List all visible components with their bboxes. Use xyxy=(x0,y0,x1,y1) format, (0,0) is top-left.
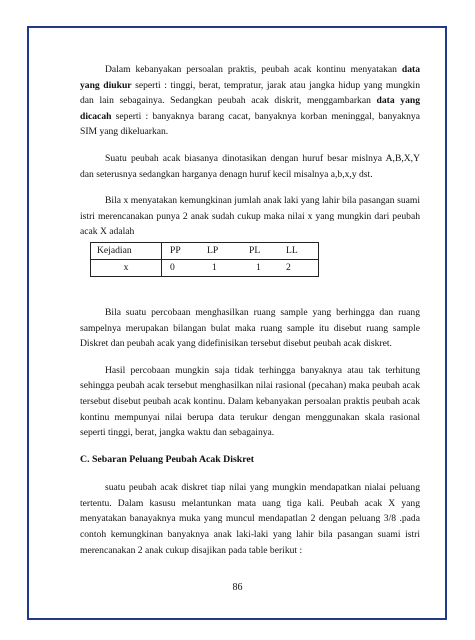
paragraph-4: Bila suatu percobaan menghasilkan ruang sample yang berhingga dan ruang sampelnya merupakan bilangan bulat maka ruang sample itu disebut ruang sample Diskret dan peubah acak yang didefinisikan tersebut disebut peubah acak diskret. xyxy=(80,306,420,350)
page-content xyxy=(80,62,420,569)
page-number: 86 xyxy=(232,582,243,593)
paragraph-1-bold-b: data yang dicacah xyxy=(80,95,420,122)
table-row xyxy=(91,242,319,259)
paragraph-1 xyxy=(80,62,420,140)
paragraph-1-text-c: seperti : banyaknya barang cacat, banyaknya korban meninggal, banyaknya SIM yang dikeluarkan. xyxy=(80,110,420,138)
table-cell-ll: LL xyxy=(286,245,298,257)
section-heading: C. Sebaran Peluang Peubah Acak Diskret xyxy=(80,453,255,465)
paragraph-1-text-a: Dalam kebanyakan persoalan praktis, peubah acak kontinu menyatakan xyxy=(105,64,402,75)
table-cell-x-values xyxy=(162,259,319,276)
table-cell-x-2: 2 xyxy=(286,262,291,274)
paragraph-5: Hasil percobaan mungkin saja tidak terhingga banyaknya atau tak terhitung sehingga peubah acak tersebut menghasilkan nilai rasional (pecahan) maka peubah acak tersebut disebut peubah acak kontinu. Dalam kebanyakan persoalan praktis peubah acak kontinu mempunyai nilai berupa data terukur dengan menggunakan skala rasional seperti tinggi, berat, jangka waktu dan sebagainya. xyxy=(80,364,420,439)
paragraph-3: Bila x menyatakan kemungkinan jumlah anak laki yang lahir bila pasangan suami istri merencanakan punya 2 anak sudah cukup maka nilai x yang mungkin dari peubah acak X adalah xyxy=(80,195,420,238)
table-cell-pl: PL xyxy=(249,245,261,257)
table-cell-x-0: 0 xyxy=(170,262,175,274)
kejadian-table xyxy=(90,242,319,277)
table-cell-x-1b: 1 xyxy=(256,262,261,274)
table-cell-pp: PP xyxy=(170,245,181,257)
paragraph-2: Suatu peubah acak biasanya dinotasikan dengan huruf besar mislnya A,B,X,Y dan seterusnya sedangkan harganya denagn huruf kecil misalnya a,b,x,y dst. xyxy=(80,152,420,180)
table-cell-kejadian-label: Kejadian xyxy=(91,242,162,259)
table-cell-x-label: x xyxy=(91,259,162,276)
paragraph-1-bold-a: data yang diukur xyxy=(80,64,420,91)
table-cell-lp: LP xyxy=(207,245,219,257)
paragraph-1-text-b: seperti : tinggi, berat, tempratur, jarak atau jangka hidup yang mungkin dan lain sebagainya. Sedangkan peubah acak diskrit, menggambarkan xyxy=(80,79,421,107)
table-row xyxy=(91,259,319,276)
table-cell-kejadian-values xyxy=(162,242,319,259)
table-cell-x-1a: 1 xyxy=(212,262,217,274)
paragraph-6: suatu peubah acak diskret tiap nilai yang mungkin mendapatkan nialai peluang tertentu. Dalam kasusu melantunkan mata uang tiga kali. Peubah acak X yang menyatakan banayaknya muka yang muncul mendapatlan 2 dengan peluang 3/8 .pada contoh kemungkinan banyaknya anak laki-laki yang lahir bila pasangan suami istri merencanakan 2 anak cukup disajikan pada table berikut : xyxy=(80,482,420,556)
